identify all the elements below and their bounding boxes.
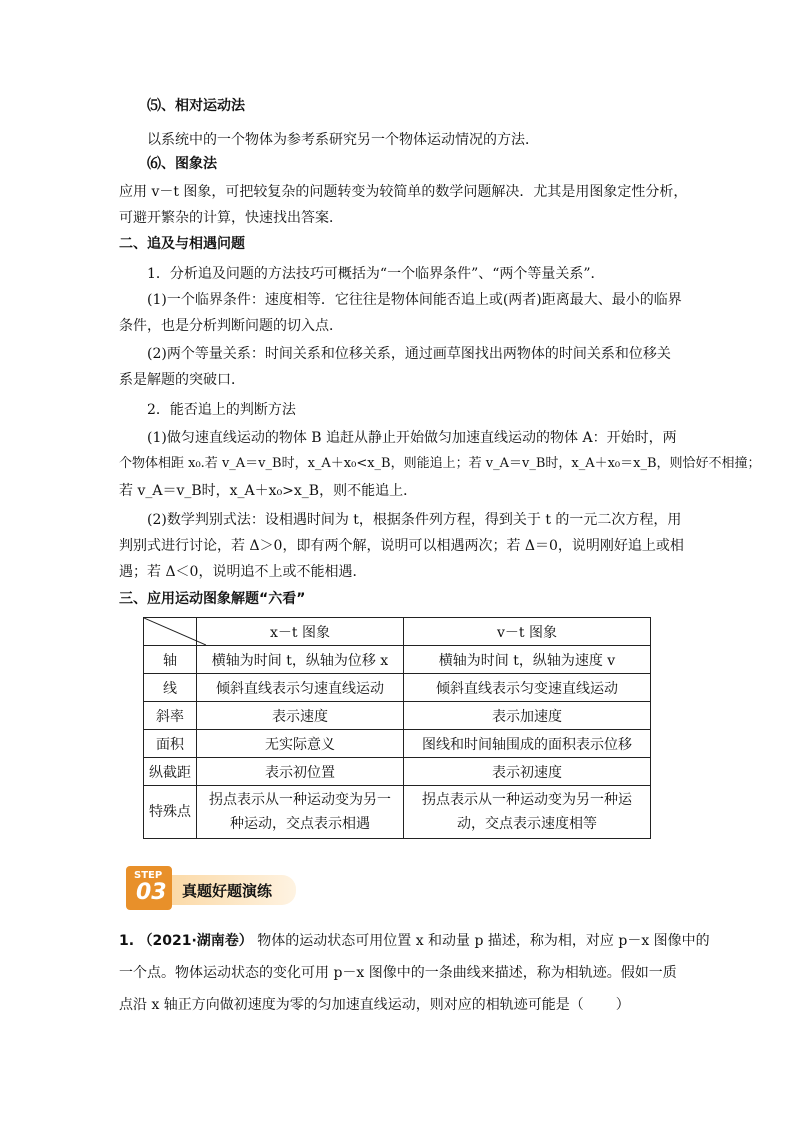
table-row (144, 702, 651, 730)
question-text-3: 点沿 x 轴正方向做初速度为零的匀加速直线运动，则对应的相轨迹可能是（ (119, 997, 584, 1013)
question-1-line-3 (119, 995, 630, 1015)
section-6-line-1: 应用 v－t 图象，可把较复杂的问题转变为较简单的数学问题解决．尤其是用图象定性分析， (119, 184, 688, 200)
part-2-para-6b: 判别式进行讨论，若 Δ＞0，即有两个解，说明可以相遇两次；若 Δ＝0，说明刚好追上或相 (119, 538, 684, 554)
section-5-text: 以系统中的一个物体为参考系研究另一个物体运动情况的方法． (147, 132, 539, 148)
part-2-para-6a: (2)数学判别式法：设相遇时间为 t，根据条件列方程，得到关于 t 的一元二次方程，用 (147, 512, 682, 528)
xt-cell: 横轴为时间 t，纵轴为位移 x (197, 646, 404, 674)
table-row (144, 674, 651, 702)
xt-cell: 倾斜直线表示匀速直线运动 (197, 674, 404, 702)
vt-cell: 倾斜直线表示匀变速直线运动 (404, 674, 651, 702)
xt-cell: 表示速度 (197, 702, 404, 730)
part-2-para-3a: (2)两个等量关系：时间关系和位移关系，通过画草图找出两物体的时间关系和位移关 (147, 346, 671, 362)
table-header-xt: x－t 图象 (197, 618, 404, 646)
row-label: 斜率 (144, 702, 197, 730)
table-header-row (144, 618, 651, 646)
vt-cell (404, 786, 651, 839)
step-word: STEP (134, 870, 163, 881)
table-header-vt: v－t 图象 (404, 618, 651, 646)
part-2-title: 二、追及与相遇问题 (119, 236, 245, 252)
six-look-table (143, 617, 651, 839)
xt-cell: 表示初位置 (197, 758, 404, 786)
section-6-line-2: 可避开繁杂的计算，快速找出答案． (119, 210, 343, 226)
question-1-line-2: 一个点。物体运动状态的变化可用 p－x 图像中的一条曲线来描述，称为相轨迹。假如一质 (119, 965, 677, 981)
xt-cell (197, 786, 404, 839)
step-title: 真题好题演练 (182, 882, 273, 900)
table-row (144, 646, 651, 674)
step-banner (126, 866, 296, 910)
question-source: （2021·湖南卷） (138, 933, 253, 949)
table-row (144, 730, 651, 758)
table-corner-cell (144, 618, 197, 646)
table-row (144, 758, 651, 786)
question-text-1: 物体的运动状态可用位置 x 和动量 p 描述，称为相，对应 p－x 图像中的 (257, 933, 710, 949)
close-paren: ） (615, 997, 630, 1013)
part-2-para-5a: (1)做匀速直线运动的物体 B 追赶从静止开始做匀加速直线运动的物体 A：开始时，两 (147, 430, 677, 446)
section-6-title: ⑹、图象法 (147, 156, 217, 172)
part-2-para-3b: 系是解题的突破口． (119, 372, 245, 388)
part-2-para-5b: 个物体相距 x₀.若 v_A＝v_B时，x_A＋x₀<x_B，则能追上；若 v_A＝v_B时，x_A＋x₀＝x_B，则恰好不相撞； (119, 456, 761, 471)
row-label: 线 (144, 674, 197, 702)
step-number: 03 (136, 880, 167, 905)
part-2-para-6c: 遇；若 Δ＜0，说明追不上或不能相遇． (119, 564, 367, 580)
row-label: 轴 (144, 646, 197, 674)
xt-cell-line-1: 拐点表示从一种运动变为另一 (209, 792, 391, 808)
part-2-para-5c: 若 v_A＝v_B时，x_A＋x₀>x_B，则不能追上． (119, 483, 418, 499)
row-label: 纵截距 (144, 758, 197, 786)
vt-cell: 图线和时间轴围成的面积表示位移 (404, 730, 651, 758)
table-row (144, 786, 651, 839)
part-2-para-2a: (1)一个临界条件：速度相等．它往往是物体间能否追上或(两者)距离最大、最小的临界 (147, 292, 682, 308)
vt-cell: 表示加速度 (404, 702, 651, 730)
section-5-title: ⑸、相对运动法 (147, 98, 245, 114)
row-label: 面积 (144, 730, 197, 758)
xt-cell-line-2: 种运动，交点表示相遇 (230, 816, 370, 832)
vt-cell: 横轴为时间 t，纵轴为速度 v (404, 646, 651, 674)
vt-cell-line-2: 动，交点表示速度相等 (457, 816, 597, 832)
part-2-para-4: 2．能否追上的判断方法 (147, 402, 296, 418)
part-3-title: 三、应用运动图象解题“六看” (119, 591, 306, 607)
xt-cell: 无实际意义 (197, 730, 404, 758)
vt-cell: 表示初速度 (404, 758, 651, 786)
diagonal-line (144, 618, 206, 645)
question-number: 1. (119, 933, 135, 949)
row-label: 特殊点 (144, 786, 197, 839)
step-badge (126, 866, 172, 910)
part-2-para-1: 1．分析追及问题的方法技巧可概括为“一个临界条件”、“两个等量关系”． (147, 266, 605, 282)
question-1-line-1 (119, 931, 710, 951)
part-2-para-2b: 条件，也是分析判断问题的切入点． (119, 318, 343, 334)
step-title-bar (168, 875, 296, 905)
vt-cell-line-1: 拐点表示从一种运动变为另一种运 (422, 792, 632, 808)
